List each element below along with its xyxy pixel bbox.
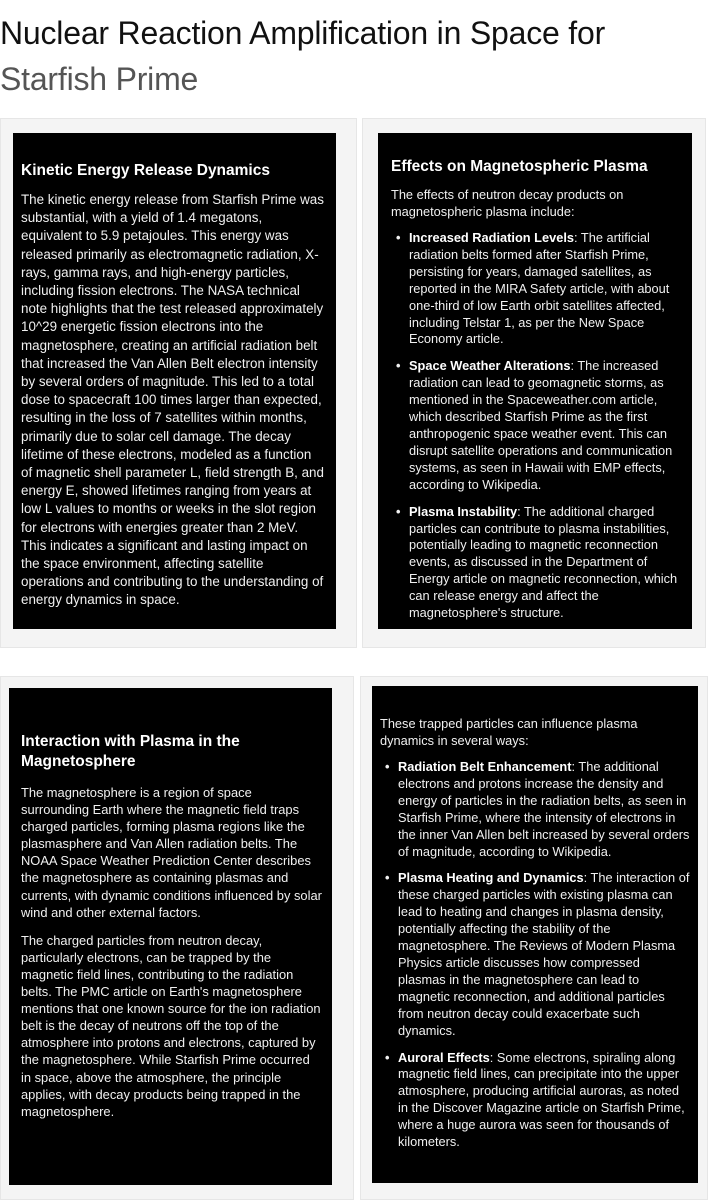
list-item-label: Increased Radiation Levels <box>409 230 575 245</box>
list-item-label: Auroral Effects <box>398 1049 490 1065</box>
list-item <box>391 230 684 348</box>
list-item <box>391 504 684 622</box>
magnetospheric-effects-intro: The effects of neutron decay products on magnetospheric plasma include: <box>391 187 624 219</box>
magnetospheric-effects-list <box>391 230 684 622</box>
kinetic-energy-body: The kinetic energy release from Starfish Prime was substantial, with a yield of 1.4 megatons, equivalent to 5.9 petajoules. This energy was released primarily as electromagnetic radiation, X-rays, gamma rays, and high-energy particles, including fission electrons. The NASA technical note highlights that the test released approximately 10^29 energetic fission electrons into the magnetosphere, creating an artificial radiation belt that increased the Van Allen Belt electron intensity by several orders of magnitude. This led to a total dose to spacecraft 100 times larger than expected, resulting in the loss of 7 satellites within months, primarily due to solar cell damage. The decay lifetime of these electrons, modeled as a function of magnetic shell parameter L, field strength B, and energy E, showed lifetimes ranging from years at low L values to months or weeks in the slot region for electrons with energies greater than 2 MeV. This indicates a significant and lasting impact on the space environment, affecting satellite operations and contributing to the understanding of energy dynamics in space. <box>21 192 324 608</box>
list-item-text: : Some electrons, spiraling along magnetic field lines, can precipitate into the upper atmosphere, producing artificial auroras, as noted in the Discover Magazine article on Starfish Prime, where a huge aurora was seen for thousands of kilometers. <box>398 1049 685 1150</box>
list-item-label: Radiation Belt Enhancement <box>398 759 572 774</box>
list-item <box>391 358 684 493</box>
magnetospheric-effects-card <box>378 133 692 629</box>
list-item-label: Plasma Heating and Dynamics <box>398 870 584 886</box>
list-item-label: Plasma Instability <box>409 503 518 519</box>
trapped-particles-intro: These trapped particles can influence plasma dynamics in several ways: <box>380 716 638 748</box>
magnetospheric-effects-heading: Effects on Magnetospheric Plasma <box>391 158 648 175</box>
trapped-particles-list <box>380 759 690 1151</box>
plasma-interaction-heading <box>21 732 322 772</box>
list-item <box>380 759 690 860</box>
plasma-interaction-card <box>9 688 332 1185</box>
plasma-interaction-para1: The magnetosphere is a region of space surrounding Earth where the magnetic field traps charged particles, forming plasma regions like the plasmasphere and Van Allen radiation belts. The NOAA Space Weather Prediction Center describes the magnetosphere as containing plasmas and currents, with dynamic conditions influenced by solar wind and other external factors. <box>21 785 322 920</box>
page-title <box>0 10 706 102</box>
list-item <box>380 1050 690 1151</box>
list-item-text: : The artificial radiation belts formed after Starfish Prime, persisting for years, damaged satellites, as reported in the MIRA Safety article, with about one-third of low Earth orbit satellites affected, including Telstar 1, as per the New Space Economy article. <box>409 230 670 347</box>
list-item <box>380 870 690 1039</box>
plasma-interaction-heading-line1: Interaction with Plasma in the <box>21 733 240 750</box>
trapped-particles-card <box>372 686 698 1183</box>
plasma-interaction-heading-line2: Magnetosphere <box>21 753 136 770</box>
page-title-line1: Nuclear Reaction Amplification in Space for <box>0 15 606 51</box>
list-item-text: : The additional electrons and protons increase the density and energy of particles in the radiation belts, as seen in Starfish Prime, where the intensity of electrons in the inner Van Allen belt increased by several orders of magnitude, according to Wikipedia. <box>398 759 690 859</box>
kinetic-energy-heading: Kinetic Energy Release Dynamics <box>21 162 270 179</box>
kinetic-energy-card <box>13 133 336 629</box>
list-item-text: : The additional charged particles can contribute to plasma instabilities, potentially leading to magnetic reconnection events, as discussed in the Department of Energy article on magnetic reconnection, which can release energy and affect the magnetosphere's structure. <box>409 503 678 621</box>
list-item-text: : The increased radiation can lead to geomagnetic storms, as mentioned in the Spaceweather.com article, which described Starfish Prime as the first anthropogenic space weather event. This can disrupt satellite operations and communication systems, as seen in Hawaii with EMP effects, according to Wikipedia. <box>409 358 673 492</box>
plasma-interaction-para2: The charged particles from neutron decay, particularly electrons, can be trapped by the magnetic field lines, contributing to the radiation belts. The PMC article on Earth's magnetosphere mentions that one known source for the ion radiation belt is the decay of neutrons off the top of the atmosphere into protons and electrons, captured by the magnetosphere. While Starfish Prime occurred in space, above the atmosphere, the principle applies, with decay products being trapped in the magnetosphere. <box>21 932 321 1119</box>
list-item-label: Space Weather Alterations <box>409 358 571 374</box>
page-title-line2: Starfish Prime <box>0 61 199 97</box>
list-item-text: : The interaction of these charged particles with existing plasma can lead to heating and changes in plasma density, potentially affecting the stability of the magnetosphere. The Reviews of Modern Plasma Physics article discusses how compressed plasmas in the magnetosphere can lead to magnetic reconnection, and additional particles from neutron decay could exacerbate such dynamics. <box>398 870 690 1038</box>
